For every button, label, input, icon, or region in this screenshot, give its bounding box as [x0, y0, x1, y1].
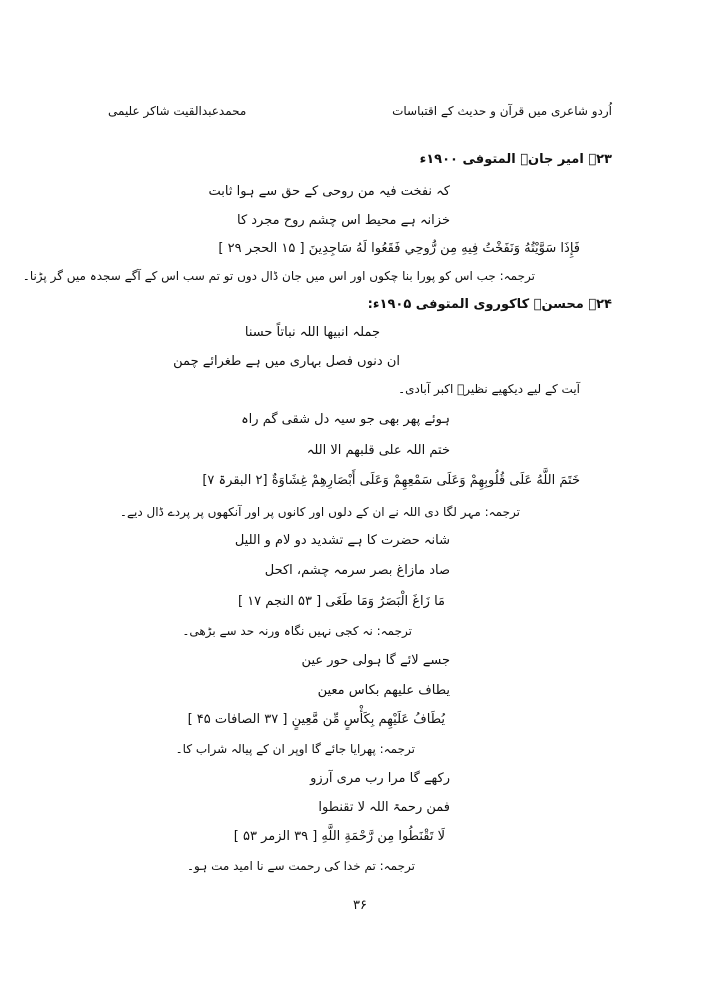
- verse-line: کہ نفخت فیہ من روحی کے حق سے ہوا ثابت: [208, 184, 450, 199]
- verse-line: ان دنوں فصل بہاری میں ہے طغرائے چمن: [173, 354, 400, 369]
- section-heading-ameer-jan: ۲۳۔ امیر جانؔ المتوفی ۱۹۰۰ء: [419, 152, 612, 167]
- translation-line: ترجمہ: نہ کجی نہیں نگاہ ورنہ حد سے بڑھی۔: [182, 624, 412, 638]
- page-number: ۳۶: [353, 898, 367, 913]
- verse-line: جملہ انبیھا اللہ نباتاً حسنا: [244, 325, 380, 340]
- verse-line: شانہ حضرت کا ہے تشدید دو لام و اللیل: [234, 533, 450, 548]
- reference-note: آیت کے لیے دیکھیے نظیرؔ اکبر آبادی۔: [398, 382, 580, 396]
- quran-quote: خَتَمَ اللَّهُ عَلَى قُلُوبِهِمْ وَعَلَى سَمْعِهِمْ وَعَلَى أَبْصَارِهِمْ غِشَاوَةٌ [۲ البقرۃ ۷]: [202, 473, 580, 488]
- verse-line: یطاف علیھم بکاس معین: [317, 683, 450, 698]
- verse-line: خزانہ ہے محیط اس چشم روح مجرد کا: [236, 213, 450, 228]
- quran-quote: يُطَافُ عَلَيْهِم بِكَأْسٍ مِّن مَّعِينٍ [ ۳۷ الصافات ۴۵ ]: [187, 712, 445, 727]
- verse-line: فمن رحمۃ اللہ لا تقنطوا: [318, 800, 450, 815]
- section-heading-mohsin: ۲۴۔ محسنؔ کاکوروی المتوفی ۱۹۰۵ء:: [367, 297, 612, 312]
- verse-line: جسے لائے گا ہولی حور عین: [301, 653, 450, 668]
- verse-line: رکھے گا مرا رب مری آرزو: [310, 771, 450, 786]
- author-name: محمدعبدالقیت شاکر علیمی: [108, 104, 247, 118]
- translation-line: ترجمہ: تم خدا کی رحمت سے نا امید مت ہو۔: [187, 859, 415, 873]
- verse-line: ختم اللہ علی قلبھم الا اللہ: [306, 443, 450, 458]
- translation-line: ترجمہ: مہر لگا دی اللہ نے ان کے دلوں اور کانوں پر اور آنکھوں پر پردے ڈال دیے۔: [119, 505, 520, 519]
- quran-quote: لَا تَقْنَطُوا مِن رَّحْمَةِ اللَّهِ [ ۳۹ الزمر ۵۳ ]: [233, 829, 445, 844]
- book-title: اُردو شاعری میں قرآن و حدیث کے اقتباسات: [392, 104, 612, 118]
- verse-line: صاد مازاغ بصر سرمہ چشم، اکحل: [264, 563, 450, 578]
- verse-line: ہوئے پھر بھی جو سیہ دل شقی گم راہ: [241, 412, 450, 427]
- quran-quote: فَإِذَا سَوَّيْتُهُ وَنَفَخْتُ فِيهِ مِن رُّوحِي فَقَعُوا لَهُ سَاجِدِينَ [ ۱۵ الحجر ۲۹ ]: [218, 241, 580, 256]
- translation-line: ترجمہ: پھرایا جائے گا اوپر ان کے پیالہ شراب کا۔: [175, 742, 415, 756]
- quran-quote: مَا زَاغَ الْبَصَرُ وَمَا طَغَى [ ۵۳ النجم ۱۷ ]: [237, 594, 445, 609]
- running-header: [108, 104, 612, 126]
- translation-line: ترجمہ: جب اس کو پورا بنا چکوں اور اس میں جان ڈال دوں تو تم سب اس کے آگے سجدہ میں گر پڑنا۔: [22, 269, 535, 283]
